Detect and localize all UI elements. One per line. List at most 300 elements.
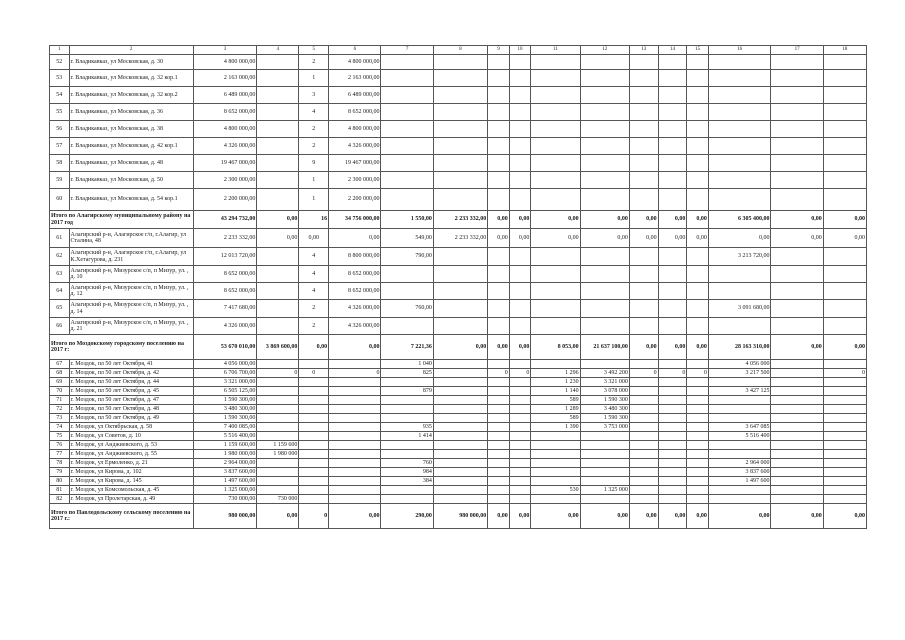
column-number: 1 bbox=[50, 46, 70, 55]
table-cell bbox=[629, 414, 658, 423]
table-cell bbox=[687, 155, 709, 172]
table-cell bbox=[771, 248, 823, 266]
table-cell: 7 400 085,00 bbox=[193, 423, 257, 432]
table-cell: 3 492 200 bbox=[580, 369, 629, 378]
address-cell: г. Владикавказ, ул Московская, д. 54 кор.1 bbox=[69, 189, 193, 211]
table-cell bbox=[257, 155, 299, 172]
table-cell bbox=[658, 477, 687, 486]
table-cell bbox=[629, 432, 658, 441]
table-cell: 1 497 600 bbox=[708, 477, 771, 486]
table-cell bbox=[257, 360, 299, 369]
table-cell bbox=[708, 70, 771, 87]
table-cell bbox=[823, 441, 866, 450]
table-cell bbox=[771, 121, 823, 138]
table-cell: 0,00 bbox=[257, 229, 299, 248]
table-cell: 0 bbox=[488, 369, 510, 378]
table-cell: 1 325 000 bbox=[580, 486, 629, 495]
table-cell: 1 230 bbox=[531, 378, 580, 387]
table-cell bbox=[823, 414, 866, 423]
table-cell: 2 bbox=[299, 55, 329, 70]
table-cell: 0,00 bbox=[299, 229, 329, 248]
table-cell bbox=[687, 432, 709, 441]
table-cell bbox=[488, 450, 510, 459]
table-cell: 4 bbox=[299, 248, 329, 266]
table-cell bbox=[531, 138, 580, 155]
table-cell: 1 296 bbox=[531, 369, 580, 378]
address-cell: г. Моздок, пл 50 лет Октября, 41 bbox=[69, 360, 193, 369]
table-cell bbox=[488, 155, 510, 172]
table-row bbox=[50, 229, 867, 248]
column-number: 2 bbox=[69, 46, 193, 55]
table-cell: 3 217 500 bbox=[708, 369, 771, 378]
address-cell: г. Моздок, пл 50 лет Октября, д. 42 bbox=[69, 369, 193, 378]
table-cell bbox=[658, 405, 687, 414]
table-cell bbox=[708, 138, 771, 155]
table-cell bbox=[509, 414, 531, 423]
table-cell bbox=[771, 459, 823, 468]
subtotal-value: 0,00 bbox=[823, 211, 866, 229]
table-cell bbox=[708, 450, 771, 459]
table-cell bbox=[708, 378, 771, 387]
table-cell bbox=[433, 459, 487, 468]
table-cell bbox=[708, 172, 771, 189]
table-cell bbox=[299, 495, 329, 504]
table-cell: 4 326 000,00 bbox=[193, 318, 257, 335]
table-cell bbox=[771, 189, 823, 211]
table-cell: 1 325 000,00 bbox=[193, 486, 257, 495]
table-cell bbox=[509, 396, 531, 405]
table-cell: 4 326 000,00 bbox=[329, 300, 381, 318]
table-cell: 3 837 600 bbox=[708, 468, 771, 477]
table-cell bbox=[629, 468, 658, 477]
table-cell bbox=[433, 55, 487, 70]
table-cell bbox=[257, 70, 299, 87]
table-cell bbox=[488, 396, 510, 405]
table-cell: 3 321 000,00 bbox=[193, 378, 257, 387]
table-cell bbox=[488, 283, 510, 300]
table-cell bbox=[488, 441, 510, 450]
table-cell bbox=[687, 477, 709, 486]
table-cell bbox=[257, 121, 299, 138]
table-cell bbox=[823, 155, 866, 172]
table-cell bbox=[531, 495, 580, 504]
table-cell bbox=[531, 318, 580, 335]
table-cell bbox=[708, 87, 771, 104]
table-cell: 0,00 bbox=[687, 229, 709, 248]
table-cell bbox=[658, 172, 687, 189]
table-row bbox=[50, 138, 867, 155]
table-cell: 1 159 600 bbox=[257, 441, 299, 450]
address-cell: г. Владикавказ, ул Московская, д. 32 кор.1 bbox=[69, 70, 193, 87]
table-cell: 0 bbox=[823, 369, 866, 378]
table-cell bbox=[771, 378, 823, 387]
table-cell bbox=[488, 104, 510, 121]
table-row bbox=[50, 360, 867, 369]
table-cell bbox=[771, 283, 823, 300]
table-cell bbox=[381, 172, 433, 189]
table-cell: 0,00 bbox=[658, 229, 687, 248]
table-cell: 3 078 000 bbox=[580, 387, 629, 396]
table-cell bbox=[771, 300, 823, 318]
table-cell bbox=[509, 318, 531, 335]
table-cell bbox=[433, 441, 487, 450]
table-cell bbox=[433, 360, 487, 369]
table-cell bbox=[823, 396, 866, 405]
row-number: 75 bbox=[50, 432, 70, 441]
table-cell bbox=[687, 360, 709, 369]
table-cell bbox=[658, 248, 687, 266]
table-cell bbox=[488, 87, 510, 104]
table-cell bbox=[687, 121, 709, 138]
table-cell bbox=[381, 486, 433, 495]
table-cell bbox=[433, 189, 487, 211]
table-cell bbox=[433, 495, 487, 504]
table-cell bbox=[771, 405, 823, 414]
table-cell bbox=[531, 87, 580, 104]
table-cell bbox=[531, 300, 580, 318]
address-cell: г. Владикавказ, ул Московская, д. 36 bbox=[69, 104, 193, 121]
table-cell bbox=[433, 405, 487, 414]
row-number: 76 bbox=[50, 441, 70, 450]
subtotal-value: 0,00 bbox=[658, 335, 687, 360]
table-cell: 384 bbox=[381, 477, 433, 486]
table-cell bbox=[580, 283, 629, 300]
column-number-row bbox=[50, 46, 867, 55]
row-number: 69 bbox=[50, 378, 70, 387]
subtotal-value: 0,00 bbox=[771, 335, 823, 360]
table-cell bbox=[708, 396, 771, 405]
table-cell bbox=[381, 495, 433, 504]
table-cell bbox=[509, 300, 531, 318]
table-cell bbox=[823, 172, 866, 189]
table-cell bbox=[687, 405, 709, 414]
address-cell: г. Моздок, пл 50 лет Октября, д. 47 bbox=[69, 396, 193, 405]
table-cell bbox=[629, 318, 658, 335]
table-cell bbox=[771, 432, 823, 441]
table-cell bbox=[433, 369, 487, 378]
table-cell bbox=[658, 495, 687, 504]
table-cell bbox=[257, 138, 299, 155]
row-number: 59 bbox=[50, 172, 70, 189]
table-cell bbox=[580, 360, 629, 369]
table-cell bbox=[257, 423, 299, 432]
table-row bbox=[50, 450, 867, 459]
table-cell: 760,00 bbox=[381, 300, 433, 318]
table-cell bbox=[629, 441, 658, 450]
table-cell bbox=[531, 189, 580, 211]
table-cell bbox=[509, 495, 531, 504]
table-cell bbox=[509, 248, 531, 266]
table-cell: 2 233 332,00 bbox=[193, 229, 257, 248]
subtotal-value: 7 221,36 bbox=[381, 335, 433, 360]
table-cell: 6 489 000,00 bbox=[329, 87, 381, 104]
table-cell bbox=[257, 189, 299, 211]
table-cell bbox=[488, 121, 510, 138]
table-cell bbox=[381, 55, 433, 70]
table-cell bbox=[629, 283, 658, 300]
table-cell bbox=[658, 138, 687, 155]
table-cell bbox=[257, 300, 299, 318]
table-row bbox=[50, 155, 867, 172]
row-number: 53 bbox=[50, 70, 70, 87]
table-cell bbox=[433, 387, 487, 396]
table-cell bbox=[580, 87, 629, 104]
table-cell bbox=[687, 70, 709, 87]
subtotal-value: 980 000,00 bbox=[193, 504, 257, 529]
table-cell: 0 bbox=[329, 369, 381, 378]
table-cell bbox=[257, 486, 299, 495]
table-row bbox=[50, 248, 867, 266]
table-cell: 0 bbox=[299, 369, 329, 378]
table-cell bbox=[771, 104, 823, 121]
table-cell: 0 bbox=[509, 369, 531, 378]
row-number: 71 bbox=[50, 396, 70, 405]
table-cell bbox=[509, 378, 531, 387]
table-cell: 4 800 000,00 bbox=[329, 121, 381, 138]
table-cell bbox=[488, 266, 510, 283]
row-number: 60 bbox=[50, 189, 70, 211]
table-row bbox=[50, 172, 867, 189]
subtotal-row bbox=[50, 335, 867, 360]
table-cell bbox=[329, 441, 381, 450]
table-cell bbox=[771, 414, 823, 423]
address-cell: г. Моздок, ул Кирова, д. 102 bbox=[69, 468, 193, 477]
table-cell bbox=[629, 378, 658, 387]
table-cell bbox=[708, 405, 771, 414]
table-cell bbox=[488, 486, 510, 495]
column-number: 11 bbox=[531, 46, 580, 55]
table-cell: 3 091 680,00 bbox=[708, 300, 771, 318]
table-cell bbox=[509, 387, 531, 396]
table-cell bbox=[509, 459, 531, 468]
table-row bbox=[50, 396, 867, 405]
table-cell bbox=[580, 318, 629, 335]
row-number: 63 bbox=[50, 266, 70, 283]
table-cell bbox=[531, 468, 580, 477]
table-cell bbox=[299, 432, 329, 441]
table-cell bbox=[488, 300, 510, 318]
table-cell: 3 647 085 bbox=[708, 423, 771, 432]
table-cell bbox=[629, 155, 658, 172]
table-cell: 730 000,00 bbox=[193, 495, 257, 504]
table-cell bbox=[629, 450, 658, 459]
table-cell bbox=[257, 378, 299, 387]
table-row bbox=[50, 423, 867, 432]
table-cell bbox=[708, 495, 771, 504]
table-cell: 4 326 000,00 bbox=[329, 138, 381, 155]
table-cell bbox=[629, 486, 658, 495]
subtotal-value: 0,00 bbox=[531, 504, 580, 529]
table-cell: 0,00 bbox=[823, 229, 866, 248]
table-cell bbox=[580, 432, 629, 441]
table-row bbox=[50, 55, 867, 70]
table-cell: 1 590 300,00 bbox=[193, 414, 257, 423]
table-cell: 4 056 000 bbox=[708, 360, 771, 369]
table-cell bbox=[509, 155, 531, 172]
table-cell bbox=[257, 87, 299, 104]
table-cell bbox=[509, 468, 531, 477]
subtotal-value: 8 053,00 bbox=[531, 335, 580, 360]
table-cell bbox=[658, 486, 687, 495]
table-cell bbox=[433, 414, 487, 423]
table-cell bbox=[629, 138, 658, 155]
table-cell bbox=[531, 432, 580, 441]
row-number: 78 bbox=[50, 459, 70, 468]
table-cell bbox=[531, 104, 580, 121]
table-cell bbox=[580, 450, 629, 459]
table-cell: 0 bbox=[658, 369, 687, 378]
table-cell: 2 300 000,00 bbox=[329, 172, 381, 189]
table-cell bbox=[299, 477, 329, 486]
table-cell: 8 800 000,00 bbox=[329, 248, 381, 266]
column-number: 3 bbox=[193, 46, 257, 55]
table-cell: 4 bbox=[299, 266, 329, 283]
table-cell bbox=[658, 423, 687, 432]
table-cell: 7 417 680,00 bbox=[193, 300, 257, 318]
table-cell: 530 bbox=[531, 486, 580, 495]
table-cell bbox=[771, 423, 823, 432]
table-cell bbox=[823, 360, 866, 369]
table-cell bbox=[509, 441, 531, 450]
table-row bbox=[50, 266, 867, 283]
table-row bbox=[50, 405, 867, 414]
table-cell bbox=[708, 189, 771, 211]
table-cell bbox=[580, 70, 629, 87]
table-cell: 0,00 bbox=[329, 229, 381, 248]
table-cell: 0,00 bbox=[488, 229, 510, 248]
table-cell: 6 505 125,00 bbox=[193, 387, 257, 396]
table-cell bbox=[823, 138, 866, 155]
table-cell: 8 652 000,00 bbox=[193, 266, 257, 283]
table-cell bbox=[433, 300, 487, 318]
table-cell bbox=[687, 378, 709, 387]
table-cell bbox=[771, 266, 823, 283]
table-cell: 12 013 720,00 bbox=[193, 248, 257, 266]
table-cell bbox=[329, 468, 381, 477]
column-number: 15 bbox=[687, 46, 709, 55]
table-cell bbox=[433, 104, 487, 121]
table-cell bbox=[299, 450, 329, 459]
table-cell: 2 bbox=[299, 121, 329, 138]
table-cell bbox=[629, 405, 658, 414]
table-cell bbox=[433, 266, 487, 283]
subtotal-value: 0,00 bbox=[658, 211, 687, 229]
table-cell bbox=[580, 104, 629, 121]
column-number: 9 bbox=[488, 46, 510, 55]
subtotal-value: 0 bbox=[299, 504, 329, 529]
table-cell bbox=[531, 55, 580, 70]
table-cell: 0,00 bbox=[708, 229, 771, 248]
table-cell bbox=[580, 248, 629, 266]
row-number: 55 bbox=[50, 104, 70, 121]
subtotal-value: 53 670 010,00 bbox=[193, 335, 257, 360]
subtotal-value: 0,00 bbox=[329, 335, 381, 360]
table-cell: 3 213 720,00 bbox=[708, 248, 771, 266]
row-number: 80 bbox=[50, 477, 70, 486]
table-cell bbox=[381, 396, 433, 405]
table-cell bbox=[823, 423, 866, 432]
table-cell: 760 bbox=[381, 459, 433, 468]
table-cell bbox=[433, 396, 487, 405]
table-cell: 790,00 bbox=[381, 248, 433, 266]
table-cell: 2 233 332,00 bbox=[433, 229, 487, 248]
table-cell bbox=[433, 248, 487, 266]
table-cell bbox=[823, 477, 866, 486]
table-cell bbox=[580, 266, 629, 283]
table-cell bbox=[823, 121, 866, 138]
table-cell bbox=[771, 441, 823, 450]
table-cell bbox=[687, 104, 709, 121]
table-cell bbox=[381, 318, 433, 335]
address-cell: г. Моздок, ул Октябрьская, д. 58 bbox=[69, 423, 193, 432]
subtotal-value: 0,00 bbox=[488, 211, 510, 229]
table-cell bbox=[257, 396, 299, 405]
table-cell: 19 467 000,00 bbox=[329, 155, 381, 172]
table-cell bbox=[708, 283, 771, 300]
table-cell bbox=[381, 87, 433, 104]
address-cell: г. Моздок, ул Анджиевского, д. 53 bbox=[69, 441, 193, 450]
table-cell bbox=[488, 70, 510, 87]
address-cell: г. Моздок, ул Советов, д. 10 bbox=[69, 432, 193, 441]
table-cell bbox=[629, 459, 658, 468]
table-cell: 2 163 000,00 bbox=[329, 70, 381, 87]
table-cell bbox=[687, 55, 709, 70]
table-cell bbox=[531, 121, 580, 138]
table-cell bbox=[687, 486, 709, 495]
table-cell bbox=[708, 486, 771, 495]
table-cell bbox=[687, 414, 709, 423]
table-cell bbox=[708, 441, 771, 450]
table-cell: 1 bbox=[299, 189, 329, 211]
table-cell bbox=[771, 369, 823, 378]
table-cell: 2 bbox=[299, 318, 329, 335]
table-cell bbox=[433, 477, 487, 486]
subtotal-label: Итого по Павлодольскому сельскому поселению на 2017 г.: bbox=[50, 504, 194, 529]
table-cell bbox=[658, 266, 687, 283]
table-cell bbox=[257, 405, 299, 414]
data-table bbox=[49, 45, 867, 529]
table-cell bbox=[658, 396, 687, 405]
subtotal-value: 0,00 bbox=[823, 335, 866, 360]
table-cell: 1 390 bbox=[531, 423, 580, 432]
subtotal-value: 21 637 100,00 bbox=[580, 335, 629, 360]
table-cell bbox=[257, 172, 299, 189]
table-cell bbox=[531, 266, 580, 283]
table-cell bbox=[658, 283, 687, 300]
table-cell: 0,00 bbox=[509, 229, 531, 248]
row-number: 56 bbox=[50, 121, 70, 138]
row-number: 67 bbox=[50, 360, 70, 369]
row-number: 73 bbox=[50, 414, 70, 423]
subtotal-value: 28 163 310,00 bbox=[708, 335, 771, 360]
subtotal-value: 290,00 bbox=[381, 504, 433, 529]
subtotal-value: 0,00 bbox=[580, 211, 629, 229]
table-cell bbox=[823, 104, 866, 121]
table-cell bbox=[708, 318, 771, 335]
table-cell bbox=[687, 172, 709, 189]
table-cell bbox=[433, 423, 487, 432]
table-cell: 589 bbox=[531, 396, 580, 405]
table-cell bbox=[629, 121, 658, 138]
table-cell bbox=[381, 405, 433, 414]
table-cell bbox=[488, 477, 510, 486]
row-number: 74 bbox=[50, 423, 70, 432]
table-cell bbox=[433, 172, 487, 189]
table-cell bbox=[658, 189, 687, 211]
table-cell bbox=[381, 414, 433, 423]
table-row bbox=[50, 495, 867, 504]
table-cell bbox=[433, 121, 487, 138]
